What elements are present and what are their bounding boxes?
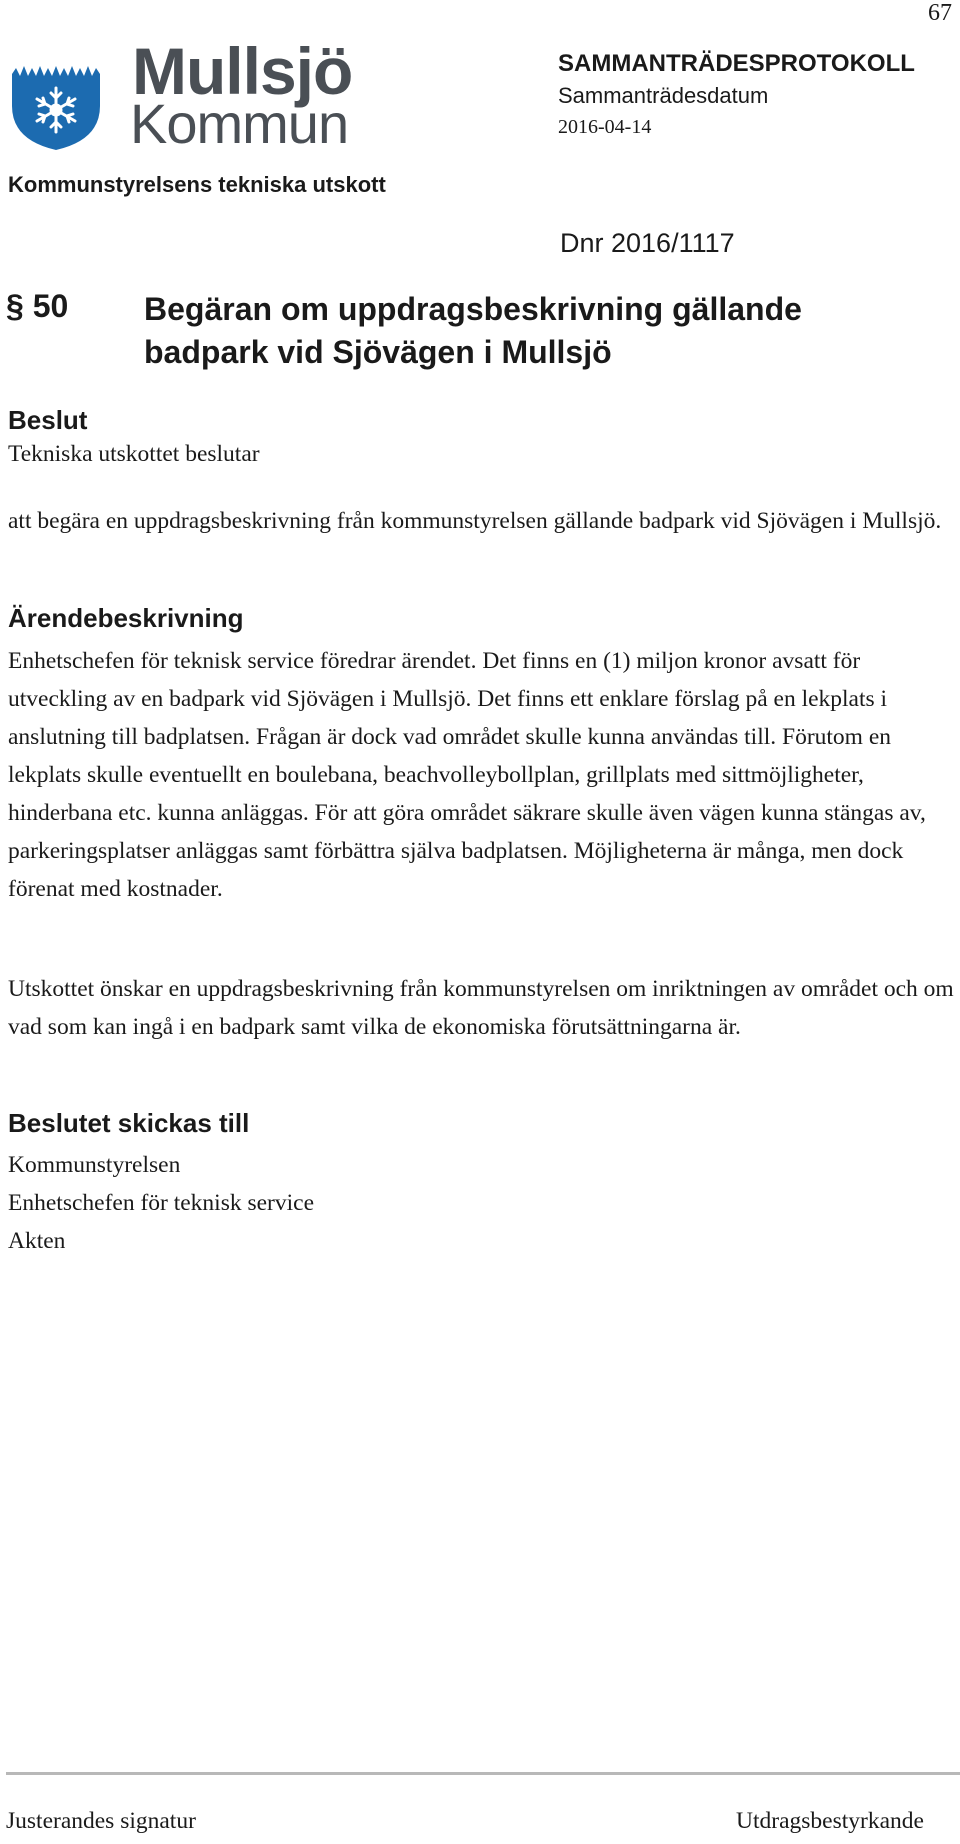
case-number: Dnr 2016/1117	[560, 228, 735, 258]
recipient-item: Akten	[8, 1228, 66, 1254]
snowflake-shield-icon	[8, 44, 104, 152]
distribution-list	[8, 1146, 314, 1260]
meeting-date: 2016-04-14	[558, 116, 652, 138]
committee-name: Kommunstyrelsens tekniska utskott	[8, 172, 386, 197]
meeting-date-label: Sammanträdesdatum	[558, 83, 769, 108]
recipient-item: Kommunstyrelsen	[8, 1152, 181, 1178]
page-number: 67	[928, 0, 952, 26]
section-title: Begäran om uppdragsbeskrivning gällande badpark vid Sjövägen i Mullsjö	[144, 291, 802, 370]
decision-heading: Beslut	[8, 405, 88, 435]
logo-text-mullsjo: Mullsjö	[132, 34, 353, 108]
footer-divider	[6, 1772, 960, 1775]
distribution-heading: Beslutet skickas till	[8, 1108, 250, 1138]
logo-text-kommun: Kommun	[130, 92, 349, 155]
footer-signature-label: Justerandes signatur	[6, 1808, 196, 1834]
section-number: § 50	[6, 288, 69, 324]
recipient-item: Enhetschefen för teknisk service	[8, 1190, 315, 1216]
case-description-paragraph: Enhetschefen för teknisk service föredrar ärendet. Det finns en (1) miljon kronor avsatt för utveckling av en badpark vid Sjövägen i Mullsjö. Det finns ett enklare förslag på en lekplats i anslutning till badplatsen. Frågan är dock vad området skulle kunna användas till. Förutom en lekplats skulle eventuellt en boulebana, beachvolleybollplan, grillplats med sittmöjligheter, hinderbana etc. kunna anläggas. För att göra området säkrare skulle även vägen kunna stängas av, parkeringsplatser anläggas samt förbättra själva badplatsen. Möjligheterna är många, men dock förenat med kostnader.	[8, 648, 926, 902]
decision-text: att begära en uppdragsbeskrivning från kommunstyrelsen gällande badpark vid Sjövägen i Mullsjö.	[8, 508, 942, 534]
case-description-paragraph: Utskottet önskar en uppdragsbeskrivning från kommunstyrelsen om inriktningen av området och om vad som kan ingå i en badpark samt vilka de ekonomiska förutsättningarna är.	[8, 976, 954, 1040]
footer-certification-label: Utdragsbestyrkande	[736, 1808, 924, 1834]
case-description-heading: Ärendebeskrivning	[8, 603, 244, 633]
decision-intro: Tekniska utskottet beslutar	[8, 441, 260, 467]
protocol-title: SAMMANTRÄDESPROTOKOLL	[558, 50, 915, 77]
